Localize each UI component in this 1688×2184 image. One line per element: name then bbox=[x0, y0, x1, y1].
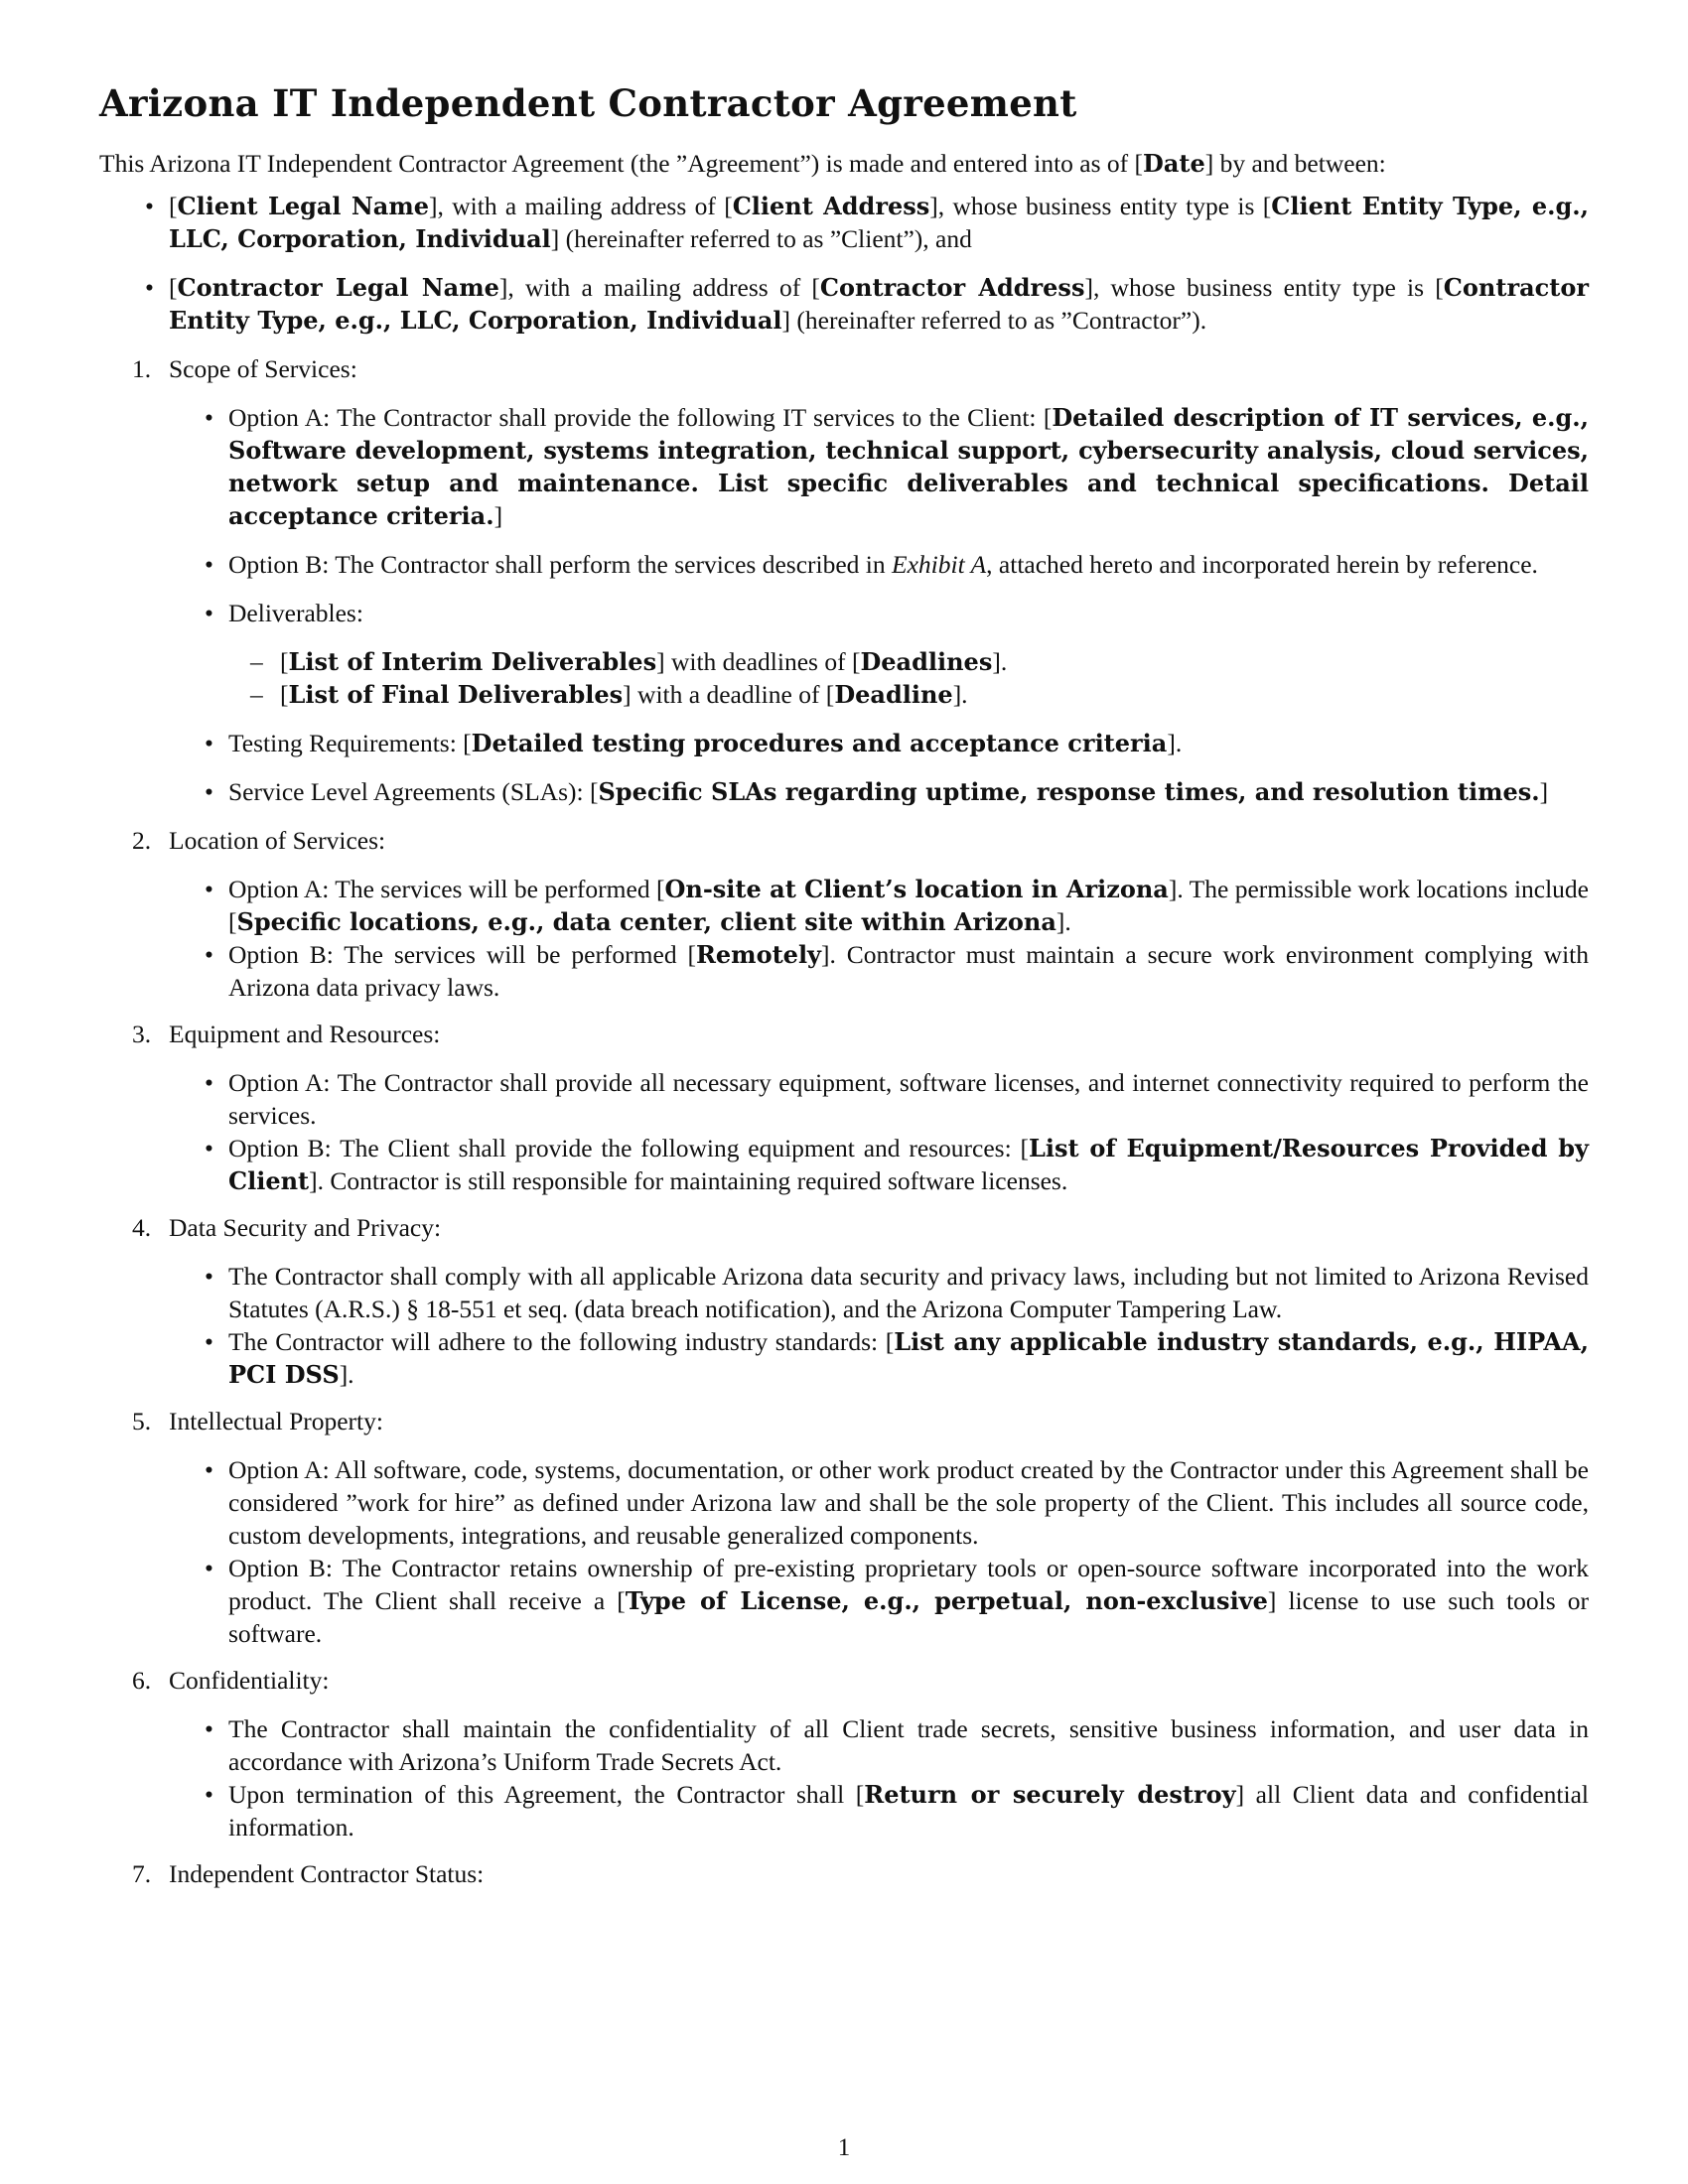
section-title: Intellectual Property: bbox=[169, 1407, 383, 1435]
contractor-entity-placeholder: Contractor Entity Type, e.g., LLC, Corporation, Individual bbox=[169, 273, 1589, 335]
date-placeholder: Date bbox=[1143, 149, 1205, 178]
equipment-placeholder: List of Equipment/Resources Provided by Client bbox=[228, 1134, 1589, 1195]
sla-text: Service Level Agreements (SLAs): [ bbox=[228, 777, 599, 806]
sections-list bbox=[99, 352, 1589, 1890]
security-item-standards bbox=[228, 1325, 1589, 1391]
exhibit-reference: Exhibit A bbox=[892, 550, 987, 579]
section-title: Scope of Services: bbox=[169, 354, 357, 383]
option-text: Option B: The Client shall provide the following equipment and resources: [ bbox=[228, 1134, 1029, 1162]
option-text: ]. Contractor must maintain a secure work environment complying with Arizona data privacy laws. bbox=[228, 940, 1589, 1002]
confidentiality-item-termination bbox=[228, 1778, 1589, 1843]
intro-text-end: ] by and between: bbox=[1204, 149, 1386, 178]
sla-placeholder: Specific SLAs regarding uptime, response times, and resolution times. bbox=[598, 777, 1540, 806]
location-options bbox=[169, 873, 1589, 1004]
section-number: 6. bbox=[132, 1666, 152, 1695]
ip-option-b bbox=[228, 1552, 1589, 1650]
standards-placeholder: List any applicable industry standards, e.g., HIPAA, PCI DSS bbox=[228, 1327, 1589, 1389]
party-text: ] (hereinafter referred to as ”Contractor”). bbox=[781, 306, 1207, 335]
section-confidentiality bbox=[99, 1664, 1589, 1843]
intro-paragraph bbox=[99, 147, 1589, 180]
deadlines-placeholder: Deadlines bbox=[860, 647, 993, 676]
confidentiality-text: Upon termination of this Agreement, the Contractor shall [ bbox=[228, 1780, 865, 1809]
license-placeholder: Type of License, e.g., perpetual, non-exclusive bbox=[625, 1586, 1268, 1615]
scope-option-a bbox=[228, 401, 1589, 532]
option-text: ]. The permissible work locations include [ bbox=[228, 875, 1589, 936]
interim-deliverables: – [List of Interim Deliverables] with deadlines of [Deadlines]. bbox=[280, 645, 1589, 678]
ip-options bbox=[169, 1453, 1589, 1650]
section-number: 5. bbox=[132, 1407, 152, 1435]
destroy-placeholder: Return or securely destroy bbox=[864, 1780, 1236, 1809]
final-placeholder: List of Final Deliverables bbox=[288, 680, 624, 709]
section-number: 7. bbox=[132, 1859, 152, 1888]
section-number: 3. bbox=[132, 1020, 152, 1048]
deliverable-text: ] with deadlines of [ bbox=[656, 647, 861, 676]
option-text: Option A: The Contractor shall provide the following IT services to the Client: [ bbox=[228, 403, 1053, 432]
parties-list bbox=[99, 190, 1589, 337]
testing-requirements bbox=[228, 727, 1589, 759]
confidentiality-text: ] all Client data and confidential information. bbox=[228, 1780, 1589, 1842]
section-data-security bbox=[99, 1211, 1589, 1391]
section-title: Equipment and Resources: bbox=[169, 1020, 441, 1048]
party-text: ], whose business entity type is [ bbox=[1084, 273, 1444, 302]
client-entity-placeholder: Client Entity Type, e.g., LLC, Corporation, Individual bbox=[169, 192, 1589, 253]
equipment-option-a: • Option A: The Contractor shall provide all necessary equipment, software licenses, and internet connectivity required to perform the services. bbox=[228, 1066, 1589, 1132]
equipment-options bbox=[169, 1066, 1589, 1197]
contractor-address-placeholder: Contractor Address bbox=[819, 273, 1085, 302]
locations-placeholder: Specific locations, e.g., data center, client site within Arizona bbox=[236, 907, 1056, 936]
party-text: ], with a mailing address of [ bbox=[498, 273, 820, 302]
section-number: 4. bbox=[132, 1213, 152, 1242]
equipment-option-b bbox=[228, 1132, 1589, 1197]
option-text: Option B: The Contractor retains ownership of pre-existing proprietary tools or open-source software incorporated into the work product. The Client shall receive a [ bbox=[228, 1554, 1589, 1615]
party-contractor: • [Contractor Legal Name], with a mailing address of [Contractor Address], whose business entity type is [Contractor Entity Type, e.g., LLC, Corporation, Individual] (hereinafter referred to as ”Contractor”). bbox=[169, 271, 1589, 337]
section-scope bbox=[99, 352, 1589, 808]
ip-option-a: • Option A: All software, code, systems, documentation, or other work product created by the Contractor under this Agreement shall be considered ”work for hire” as defined under Arizona law and shall be the sole property of the Client. This includes all source code, custom developments, integrations, and reusable generalized components. bbox=[228, 1453, 1589, 1552]
scope-options bbox=[169, 401, 1589, 808]
sla-text: ] bbox=[1539, 777, 1549, 806]
section-equipment bbox=[99, 1018, 1589, 1197]
section-number: 1. bbox=[132, 354, 152, 383]
contractor-name-placeholder: Contractor Legal Name bbox=[177, 273, 499, 302]
party-text: ], whose business entity type is [ bbox=[929, 192, 1272, 220]
section-title: Confidentiality: bbox=[169, 1666, 330, 1695]
confidentiality-item-secrets: • The Contractor shall maintain the confidentiality of all Client trade secrets, sensitive business information, and user data in accordance with Arizona’s Uniform Trade Secrets Act. bbox=[228, 1712, 1589, 1778]
section-title: Location of Services: bbox=[169, 826, 386, 855]
page-title: Arizona IT Independent Contractor Agreement bbox=[99, 81, 1077, 125]
section-contractor-status bbox=[99, 1857, 1589, 1890]
testing-placeholder: Detailed testing procedures and acceptance criteria bbox=[471, 729, 1168, 757]
option-text: ]. bbox=[1055, 907, 1071, 936]
option-text: , attached hereto and incorporated herein by reference. bbox=[986, 550, 1538, 579]
option-text: Option B: The Contractor shall perform the services described in bbox=[228, 550, 893, 579]
location-option-a bbox=[228, 873, 1589, 938]
testing-text: ]. bbox=[1167, 729, 1183, 757]
confidentiality-items bbox=[169, 1712, 1589, 1843]
section-title: Independent Contractor Status: bbox=[169, 1859, 485, 1888]
option-text: Option B: The services will be performed [ bbox=[228, 940, 696, 969]
services-placeholder: Detailed description of IT services, e.g., Software development, systems integration, technical support, cybersecurity analysis, cloud services, network setup and maintenance. List specific deliverables and technical specifications. Detail acceptance criteria. bbox=[228, 403, 1589, 530]
option-text: ] bbox=[493, 501, 503, 530]
party-text: ] (hereinafter referred to as ”Client”), and bbox=[550, 224, 972, 253]
interim-placeholder: List of Interim Deliverables bbox=[288, 647, 657, 676]
deliverable-text: ] with a deadline of [ bbox=[623, 680, 835, 709]
security-text: ]. bbox=[339, 1360, 354, 1389]
final-deliverables: – [List of Final Deliverables] with a deadline of [Deadline]. bbox=[280, 678, 1589, 711]
sla-item bbox=[228, 775, 1589, 808]
client-name-placeholder: Client Legal Name bbox=[177, 192, 430, 220]
security-items bbox=[169, 1260, 1589, 1391]
deliverables-label: Deliverables: bbox=[228, 599, 363, 627]
page-number: 1 bbox=[837, 2134, 851, 2161]
security-item-laws: • The Contractor shall comply with all applicable Arizona data security and privacy laws, including but not limited to Arizona Revised Statutes (A.R.S.) § 18-551 et seq. (data breach notification), and the Arizona Computer Tampering Law. bbox=[228, 1260, 1589, 1325]
deliverables-item bbox=[228, 597, 1589, 711]
testing-text: Testing Requirements: [ bbox=[228, 729, 472, 757]
party-text: ], with a mailing address of [ bbox=[429, 192, 733, 220]
onsite-placeholder: On-site at Client’s location in Arizona bbox=[664, 875, 1169, 903]
party-client: • [Client Legal Name], with a mailing address of [Client Address], whose business entity type is [Client Entity Type, e.g., LLC, Corporation, Individual] (hereinafter referred to as ”Client”), and bbox=[169, 190, 1589, 255]
remote-placeholder: Remotely bbox=[695, 940, 822, 969]
security-text: The Contractor will adhere to the following industry standards: [ bbox=[228, 1327, 895, 1356]
document-page bbox=[99, 81, 1589, 1906]
location-option-b bbox=[228, 938, 1589, 1004]
section-title: Data Security and Privacy: bbox=[169, 1213, 442, 1242]
section-number: 2. bbox=[132, 826, 152, 855]
option-text: ]. Contractor is still responsible for maintaining required software licenses. bbox=[309, 1166, 1068, 1195]
intro-text: This Arizona IT Independent Contractor Agreement (the ”Agreement”) is made and entered into as of [ bbox=[99, 149, 1144, 178]
scope-option-b bbox=[228, 548, 1589, 581]
section-ip bbox=[99, 1405, 1589, 1650]
deadline-placeholder: Deadline bbox=[834, 680, 953, 709]
section-location bbox=[99, 824, 1589, 1004]
option-text: ] license to use such tools or software. bbox=[228, 1586, 1589, 1648]
client-address-placeholder: Client Address bbox=[732, 192, 930, 220]
deliverables-list bbox=[228, 645, 1589, 711]
option-text: Option A: The services will be performed [ bbox=[228, 875, 665, 903]
